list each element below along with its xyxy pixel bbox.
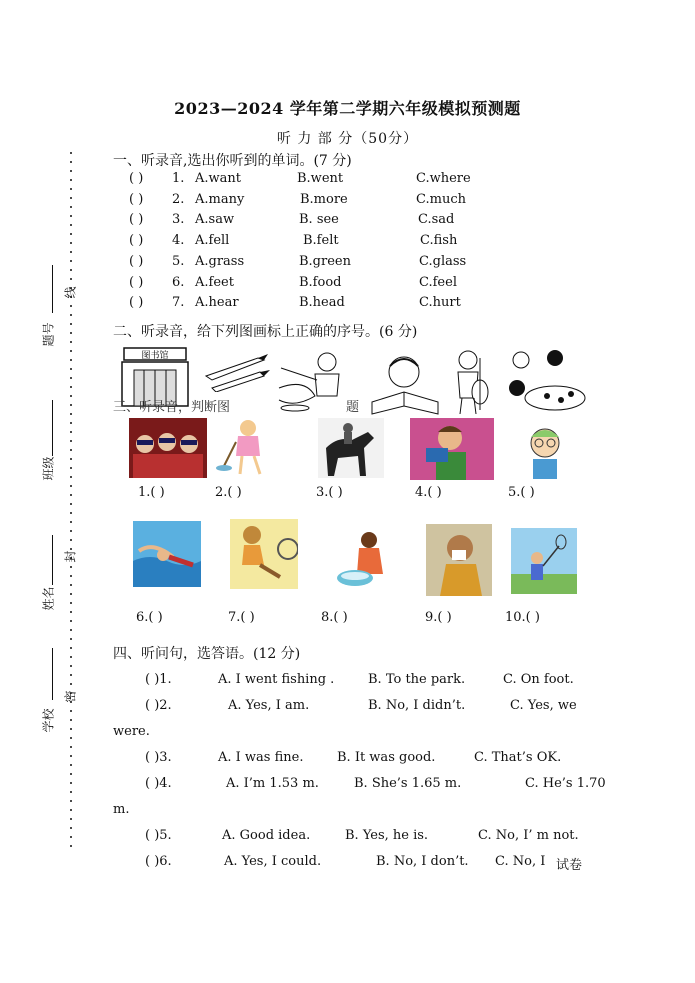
binding-dot [70, 737, 72, 739]
binding-dot [70, 377, 72, 379]
binding-dot [70, 431, 72, 433]
binding-dot [70, 566, 72, 568]
reading-boy-picture [368, 352, 442, 418]
binding-dot [70, 584, 72, 586]
binding-dot [70, 152, 72, 154]
s1-option-c: C.fish [420, 233, 458, 249]
boy-reading-picture [410, 418, 494, 480]
binding-dot [70, 656, 72, 658]
binding-dot [70, 368, 72, 370]
s4-q4-paren[interactable]: ( )4. [145, 776, 172, 791]
binding-dot [70, 530, 72, 532]
exam-title: 2023—2024 学年第二学期六年级模拟预测题 [174, 99, 521, 118]
s1-answer-paren[interactable]: ( ) [129, 274, 144, 290]
binding-dot [70, 422, 72, 424]
washing-clothes-picture [329, 526, 397, 596]
margin-label-xuexiao: 学校 [41, 708, 56, 733]
picture-answer-8[interactable]: 8.( ) [321, 610, 348, 625]
s1-answer-paren[interactable]: ( ) [129, 191, 144, 207]
binding-dot [70, 773, 72, 775]
binding-dot [70, 539, 72, 541]
binding-dot [70, 458, 72, 460]
binding-dot [70, 845, 72, 847]
s1-option-a: A.fell [195, 233, 230, 249]
binding-dot [70, 332, 72, 334]
binding-dot [70, 710, 72, 712]
picture-answer-3[interactable]: 3.( ) [316, 485, 343, 500]
hurt-boy-picture [230, 519, 298, 589]
section1-heading: 一、听录音,选出你听到的单词。(7 分) [113, 153, 352, 169]
s1-answer-paren[interactable]: ( ) [129, 233, 144, 249]
section3-heading-partial: 三、听录音，判断图 [113, 400, 231, 415]
binding-dot [70, 809, 72, 811]
s4-q2-option-a: A. Yes, I am. [228, 698, 310, 713]
s1-question-number: 6. [172, 274, 185, 290]
boy-thinking-picture [517, 425, 573, 479]
line-blank-2 [52, 400, 53, 456]
section4-heading: 四、听问句，选答语。(12 分) [113, 646, 301, 662]
margin-label-tihao: 题号 [41, 322, 56, 347]
section3-heading-partial-end: 题 [346, 400, 360, 415]
s4-q4-option-b: B. She’s 1.65 m. [354, 776, 462, 791]
s1-option-c: C.hurt [419, 295, 461, 311]
binding-dot [70, 170, 72, 172]
binding-dot [70, 575, 72, 577]
binding-dot [70, 413, 72, 415]
binding-dot [70, 521, 72, 523]
binding-dot [70, 359, 72, 361]
picture-answer-9[interactable]: 9.( ) [425, 610, 452, 625]
picture-answer-7[interactable]: 7.( ) [228, 610, 255, 625]
s4-q6-option-c: C. No, I [495, 854, 546, 869]
binding-dot [70, 260, 72, 262]
binding-dot [70, 827, 72, 829]
picture-answer-6[interactable]: 6.( ) [136, 610, 163, 625]
picture-answer-2[interactable]: 2.( ) [215, 485, 242, 500]
s4-q5-paren[interactable]: ( )5. [145, 828, 172, 843]
s4-q4-option-c: C. He’s 1.70 [525, 776, 606, 791]
picture-answer-1[interactable]: 1.( ) [138, 485, 165, 500]
s4-q2-option-b: B. No, I didn’t. [368, 698, 466, 713]
s1-question-number: 1. [172, 171, 185, 186]
s4-q1-option-c: C. On foot. [503, 672, 574, 687]
binding-dot [70, 620, 72, 622]
binding-dot [70, 404, 72, 406]
binding-dots-top [69, 152, 73, 854]
s4-q1-option-a: A. I went fishing . [218, 672, 335, 687]
s4-q2-paren[interactable]: ( )2. [145, 698, 172, 713]
s1-question-number: 7. [172, 295, 185, 311]
s4-q2-wrap: were. [113, 724, 150, 739]
s1-option-c: C.sad [418, 212, 455, 228]
margin-label-xingming: 姓名 [41, 586, 56, 611]
s1-option-a: A.feet [195, 274, 234, 290]
s1-option-a: A.want [195, 171, 241, 186]
section-subtitle: 听 力 部 分（50分） [276, 131, 419, 147]
s1-option-c: C.feel [419, 274, 457, 290]
picture-answer-4[interactable]: 4.( ) [415, 485, 442, 500]
s4-q5-option-a: A. Good idea. [222, 828, 311, 843]
binding-dot [70, 476, 72, 478]
margin-label-mi: 密 [63, 690, 78, 703]
binding-dot [70, 485, 72, 487]
s1-option-b: B.more [300, 191, 348, 207]
binding-dot [70, 494, 72, 496]
line-blank-3 [52, 535, 53, 585]
binding-dot [70, 251, 72, 253]
s4-q4-wrap: m. [113, 802, 130, 817]
s4-q3-option-b: B. It was good. [337, 750, 436, 765]
binding-dot [70, 386, 72, 388]
s1-answer-paren[interactable]: ( ) [129, 212, 144, 228]
s4-q5-option-c: C. No, I’ m not. [478, 828, 579, 843]
badminton-picture [511, 528, 577, 594]
binding-dot [70, 683, 72, 685]
section2-heading: 二、听录音，给下列图画标上正确的序号。(6 分) [113, 324, 418, 340]
binding-dot [70, 503, 72, 505]
binding-dot [70, 818, 72, 820]
binding-dot [70, 467, 72, 469]
binding-dot [70, 242, 72, 244]
s1-option-b: B.head [299, 295, 345, 311]
margin-label-feng: 封 [63, 550, 78, 563]
girl-mopping-picture [216, 416, 286, 478]
binding-dot [70, 728, 72, 730]
sick-man-picture [426, 524, 492, 596]
s4-q5-option-b: B. Yes, he is. [345, 828, 429, 843]
s1-option-b: B.food [299, 274, 342, 290]
binding-dot [70, 602, 72, 604]
s4-q3-option-a: A. I was fine. [218, 750, 304, 765]
binding-dot [70, 323, 72, 325]
s4-q3-option-c: C. That’s OK. [474, 750, 562, 765]
binding-dot [70, 215, 72, 217]
s4-q6-option-a: A. Yes, I could. [224, 854, 322, 869]
s1-answer-paren[interactable]: ( ) [129, 171, 144, 186]
binding-dot [70, 161, 72, 163]
binding-dot [70, 593, 72, 595]
margin-label-xian: 线 [63, 286, 78, 299]
s4-q2-option-c: C. Yes, we [510, 698, 577, 713]
s1-option-b: B. see [299, 212, 339, 228]
s1-option-a: A.saw [195, 212, 235, 228]
binding-dot [70, 791, 72, 793]
s1-option-a: A.hear [195, 295, 239, 311]
binding-dot [70, 197, 72, 199]
s1-question-number: 5. [172, 253, 185, 269]
swimming-picture [133, 521, 201, 587]
horse-riding-picture [318, 418, 384, 478]
binding-dot [70, 782, 72, 784]
s1-option-c: C.where [416, 171, 471, 186]
s4-q4-option-a: A. I’m 1.53 m. [226, 776, 319, 791]
binding-dot [70, 638, 72, 640]
s1-option-c: C.much [416, 191, 466, 207]
s4-q1-paren[interactable]: ( )1. [145, 672, 172, 687]
binding-dot [70, 269, 72, 271]
binding-dot [70, 512, 72, 514]
line-blank-1 [52, 265, 53, 313]
s1-question-number: 2. [172, 191, 185, 207]
s1-option-a: A.grass [195, 253, 245, 269]
pencils-picture [202, 352, 270, 392]
binding-dot [70, 305, 72, 307]
binding-dot [70, 188, 72, 190]
binding-dot [70, 800, 72, 802]
s4-q1-option-b: B. To the park. [368, 672, 466, 687]
binding-dot [70, 629, 72, 631]
binding-dot [70, 179, 72, 181]
binding-dot [70, 440, 72, 442]
s1-option-c: C.glass [419, 253, 467, 269]
binding-dot [70, 314, 72, 316]
s1-question-number: 4. [172, 233, 185, 249]
margin-label-banji: 班级 [41, 456, 56, 481]
s1-question-number: 3. [172, 212, 185, 228]
s1-answer-paren[interactable]: ( ) [129, 295, 144, 311]
binding-dot [70, 836, 72, 838]
s1-option-b: B.green [299, 253, 351, 269]
binding-dot [70, 395, 72, 397]
s1-option-b: B.went [297, 171, 344, 186]
picture-answer-10[interactable]: 10.( ) [505, 610, 540, 625]
binding-dot [70, 341, 72, 343]
binding-dot [70, 449, 72, 451]
binding-dot [70, 278, 72, 280]
binding-dot [70, 665, 72, 667]
binding-dot [70, 719, 72, 721]
library-sign-text: 图书馆 [141, 351, 169, 361]
binding-dot [70, 647, 72, 649]
s1-option-a: A.many [195, 191, 245, 207]
line-blank-4 [52, 648, 53, 700]
s4-q6-tail: 试卷 [556, 858, 583, 873]
picture-answer-5[interactable]: 5.( ) [508, 485, 535, 500]
s1-answer-paren[interactable]: ( ) [129, 253, 144, 269]
family-dinner-picture [503, 348, 589, 418]
s4-q3-paren[interactable]: ( )3. [145, 750, 172, 765]
s4-q6-option-b: B. No, I don’t. [376, 854, 469, 869]
music-girl-picture [446, 348, 500, 416]
binding-dot [70, 350, 72, 352]
fishing-boy-picture [275, 348, 355, 414]
binding-dot [70, 674, 72, 676]
binding-dot [70, 224, 72, 226]
binding-dot [70, 206, 72, 208]
cinema-picture [129, 418, 207, 478]
binding-dot [70, 755, 72, 757]
s1-option-b: B.felt [303, 233, 339, 249]
binding-dot [70, 746, 72, 748]
binding-dot [70, 233, 72, 235]
binding-dot [70, 611, 72, 613]
binding-dot [70, 764, 72, 766]
s4-q6-paren[interactable]: ( )6. [145, 854, 172, 869]
